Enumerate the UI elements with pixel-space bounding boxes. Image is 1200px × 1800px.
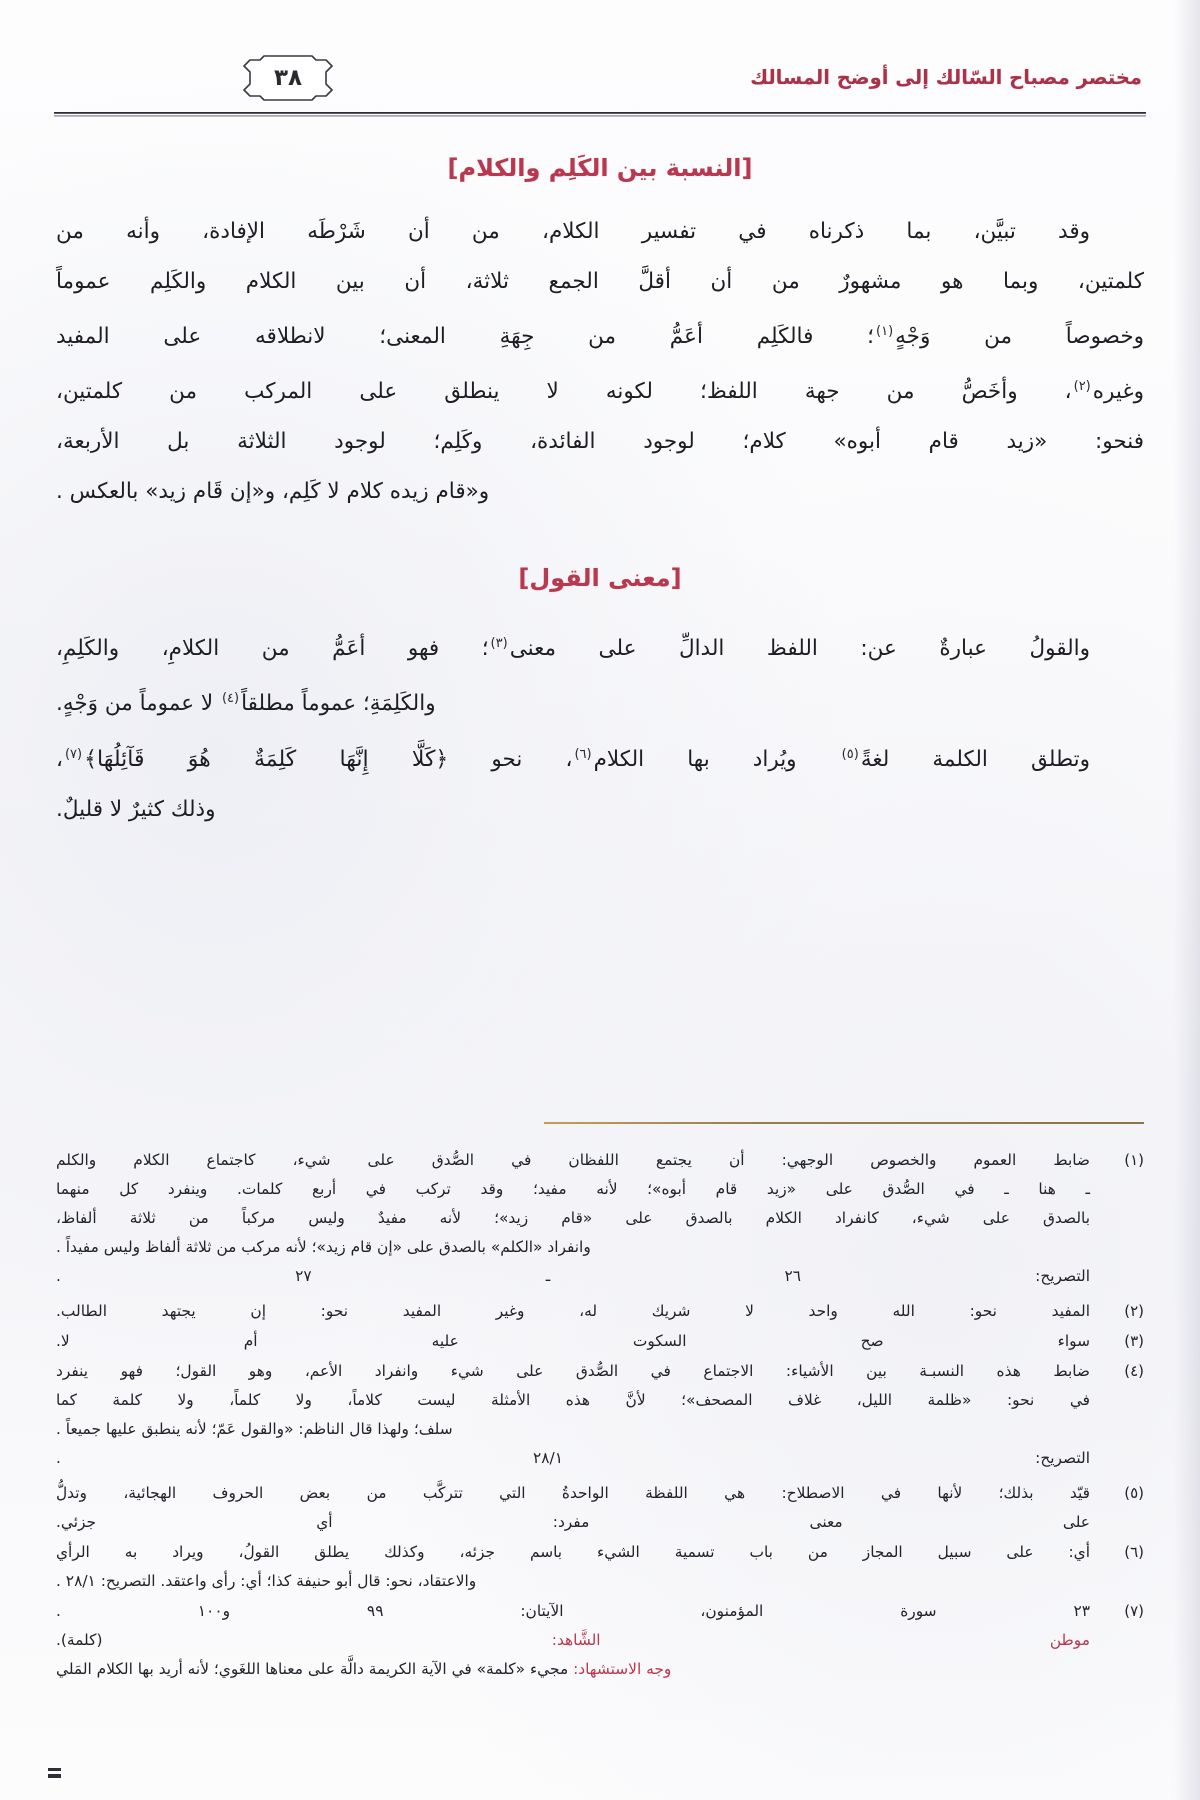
footnote-line: والاعتقاد، نحو: قال أبو حنيفة كذا؛ أي: رأى واعتقد. التصريح: ٢٨/١ . bbox=[56, 1572, 477, 1590]
page-number: ٣٨ bbox=[273, 65, 303, 91]
footnote-ref-6[interactable]: (٦) bbox=[574, 746, 592, 762]
section-heading-qawl: [معنى القول] bbox=[518, 564, 682, 593]
shahid-text: (كلمة). bbox=[56, 1631, 552, 1649]
header-divider bbox=[54, 112, 1146, 117]
page-spine-shadow bbox=[1174, 0, 1200, 1800]
body-text: وذلك كثيرٌ لا قليلٌ. bbox=[56, 796, 216, 822]
footnote-item bbox=[56, 1357, 1144, 1473]
footnote-item bbox=[56, 1327, 1144, 1356]
footnote-ref-3[interactable]: (٣) bbox=[490, 636, 508, 652]
footnote-line: سواء صح السكوت عليه أم لا. bbox=[56, 1332, 1090, 1350]
footnote-marker: (٥) bbox=[1124, 1484, 1144, 1502]
body-text: ؛ فهو أعَمُّ من الكلامِ، والكَلِمِ، bbox=[56, 636, 489, 662]
page-edge-mark-icon bbox=[48, 1768, 61, 1778]
body-text: وقد تبيَّن، بما ذكرناه في تفسير الكلام، من أن شَرْطَه الإفادة، وأنه من bbox=[56, 219, 1090, 244]
body-text: وغيره bbox=[1092, 379, 1144, 405]
footnotes-section bbox=[56, 1146, 1144, 1685]
footnote-line: سلف؛ ولهذا قال الناظم: «والقول عَمّ؛ لأنه ينطبق عليها جميعاً . bbox=[56, 1420, 453, 1438]
body-line bbox=[56, 731, 1144, 784]
body-line bbox=[56, 208, 1144, 256]
footnote-shahid bbox=[56, 1626, 1090, 1655]
footnote-line: ضابط العموم والخصوص الوجهي: أن يجتمع اللفظان في الصُّدق على شيء، كاجتماع الكلام والكلم bbox=[56, 1151, 1090, 1169]
footnote-ref-7[interactable]: (٧) bbox=[64, 746, 83, 762]
body-text: وخصوصاً من وَجْهٍ bbox=[895, 324, 1145, 350]
footnote-line: المفيد نحو: الله واحد لا شريك له، وغير المفيد نحو: إن يجتهد الطالب. bbox=[56, 1302, 1090, 1320]
istishhad-label: وجه الاستشهاد: bbox=[573, 1660, 672, 1678]
footnote-istishhad bbox=[56, 1655, 1090, 1684]
footnote-ref-4[interactable]: (٤) bbox=[221, 691, 240, 707]
body-line bbox=[56, 258, 1144, 306]
body-text: وتطلق الكلمة لغةً bbox=[860, 746, 1090, 772]
body-text: ، نحو bbox=[448, 746, 573, 772]
footnote-item bbox=[56, 1538, 1144, 1596]
footnote-line: بالصدق على شيء، كانفراد الكلام بالصدق على «قام زيد»؛ لأنه مفيدٌ وليس مركباً من ثلاثة ألفاظ، bbox=[56, 1209, 1090, 1227]
footnote-reference: التصريح: ٢٨/١ . bbox=[56, 1449, 1090, 1467]
book-title: مختصر مصباح السّالك إلى أوضح المسالك bbox=[750, 66, 1142, 89]
istishhad-text: مجيء «كلمة» في الآية الكريمة دالَّة على معناها اللغَوي؛ لأنه أريد بها الكلام المَلي bbox=[56, 1660, 574, 1678]
page-sheet bbox=[40, 0, 1160, 1800]
shahid-label: موطن الشَّاهد: bbox=[551, 1631, 1090, 1649]
body-line bbox=[56, 675, 1144, 728]
body-text: كلمتين، وبما هو مشهورٌ من أن أقلَّ الجمع ثلاثة، أن بين الكلام والكَلِم عموماً bbox=[56, 269, 1144, 294]
footnote-line: ٢٣ سورة المؤمنون، الآيتان: ٩٩ و١٠٠ . bbox=[56, 1602, 1090, 1620]
body-text: ، وأخَصُّ من جهة اللفظ؛ لكونه لا ينطلق على المركب من كلمتين، bbox=[56, 379, 1072, 405]
footnote-line: على معنى مفرد: أي جزئي. bbox=[56, 1513, 1090, 1531]
footnote-marker: (٣) bbox=[1124, 1332, 1144, 1350]
body-text: ، bbox=[56, 746, 63, 772]
body-text: والكَلِمَةِ؛ عموماً مطلقاً bbox=[241, 691, 436, 717]
page-body bbox=[56, 150, 1144, 836]
body-text: و«قام زيده كلام لا كَلِم، و«إن قَام زيد» بالعكس . bbox=[56, 479, 490, 505]
footnote-ref-2[interactable]: (٢) bbox=[1073, 379, 1091, 395]
body-text: لا عموماً من وَجْهٍ. bbox=[56, 691, 220, 717]
body-line bbox=[56, 308, 1144, 361]
footnote-marker: (٧) bbox=[1124, 1602, 1144, 1620]
footnote-line: أي: على سبيل المجاز من باب تسمية الشيء باسم جزئه، وكذلك يطلق القولُ، ويراد به الرأي bbox=[56, 1543, 1090, 1561]
section-heading-nisba: [النسبة بين الكَلِم والكلام] bbox=[447, 154, 753, 182]
footnote-ref-5[interactable]: (٥) bbox=[841, 746, 859, 762]
quran-quote: ﴿كَلَّا إِنَّهَا كَلِمَةٌ هُوَ قَآئِلُهَا﴾ bbox=[84, 746, 449, 772]
running-header bbox=[40, 52, 1160, 114]
body-text: ؛ فالكَلِم أعَمُّ من جِهَةِ المعنى؛ لانطلاقه على المفيد bbox=[56, 324, 874, 350]
footnote-ref-1[interactable]: (١) bbox=[876, 324, 894, 339]
body-line bbox=[56, 418, 1144, 466]
body-text: ويُراد بها الكلام bbox=[593, 746, 840, 772]
body-line bbox=[56, 786, 1144, 834]
footnote-line: قيّد بذلك؛ لأنها في الاصطلاح: هي اللفظة الواحدةُ التي تتركَّب من بعض الحروف الهجائية، وتدلُّ bbox=[56, 1484, 1090, 1502]
body-text: والقولُ عبارةٌ عن: اللفظ الدالِّ على معنى bbox=[509, 636, 1090, 662]
footnote-marker: (٦) bbox=[1124, 1543, 1144, 1561]
footnote-line: في نحو: «ظلمة الليل، غلاف المصحف»؛ لأنَّ هذه الأمثلة ليست كلاماً، ولا كلماً، ولا كلمة كما bbox=[56, 1391, 1090, 1409]
footnote-item bbox=[56, 1597, 1144, 1684]
footnote-item bbox=[56, 1479, 1144, 1537]
body-line bbox=[56, 468, 1144, 516]
body-line bbox=[56, 363, 1144, 416]
footnote-marker: (٢) bbox=[1124, 1302, 1144, 1320]
footnote-marker: (١) bbox=[1124, 1151, 1144, 1169]
body-text: فنحو: «زيد قام أبوه» كلام؛ لوجود الفائدة، وكَلِم؛ لوجود الثلاثة بل الأربعة، bbox=[56, 429, 1144, 455]
footnote-line: ضابط هذه النسبـة بين الأشياء: الاجتماع في الصُّدق على شيء وانفراد الأعم، وهو القول؛ فهو ينفرد bbox=[56, 1362, 1090, 1380]
footnote-reference: التصريح: ٢٦ ـ ٢٧ . bbox=[56, 1267, 1090, 1285]
footnote-marker: (٤) bbox=[1124, 1362, 1144, 1380]
footnote-line: وانفراد «الكلم» بالصدق على «إن قام زيد»؛ لأنه مركب من ثلاثة ألفاظ وليس مفيداً . bbox=[56, 1238, 591, 1256]
footnote-line: ـ هنا ـ في الصُّدق على «زيد قام أبوه»؛ لأنه مفيد؛ وقد تركب في أربع كلمات. وينفرد كل منهما bbox=[56, 1180, 1090, 1198]
body-line bbox=[56, 620, 1144, 673]
page-number-frame bbox=[240, 54, 336, 102]
footnote-separator bbox=[544, 1122, 1144, 1124]
footnote-item bbox=[56, 1146, 1144, 1291]
footnote-item bbox=[56, 1297, 1144, 1326]
